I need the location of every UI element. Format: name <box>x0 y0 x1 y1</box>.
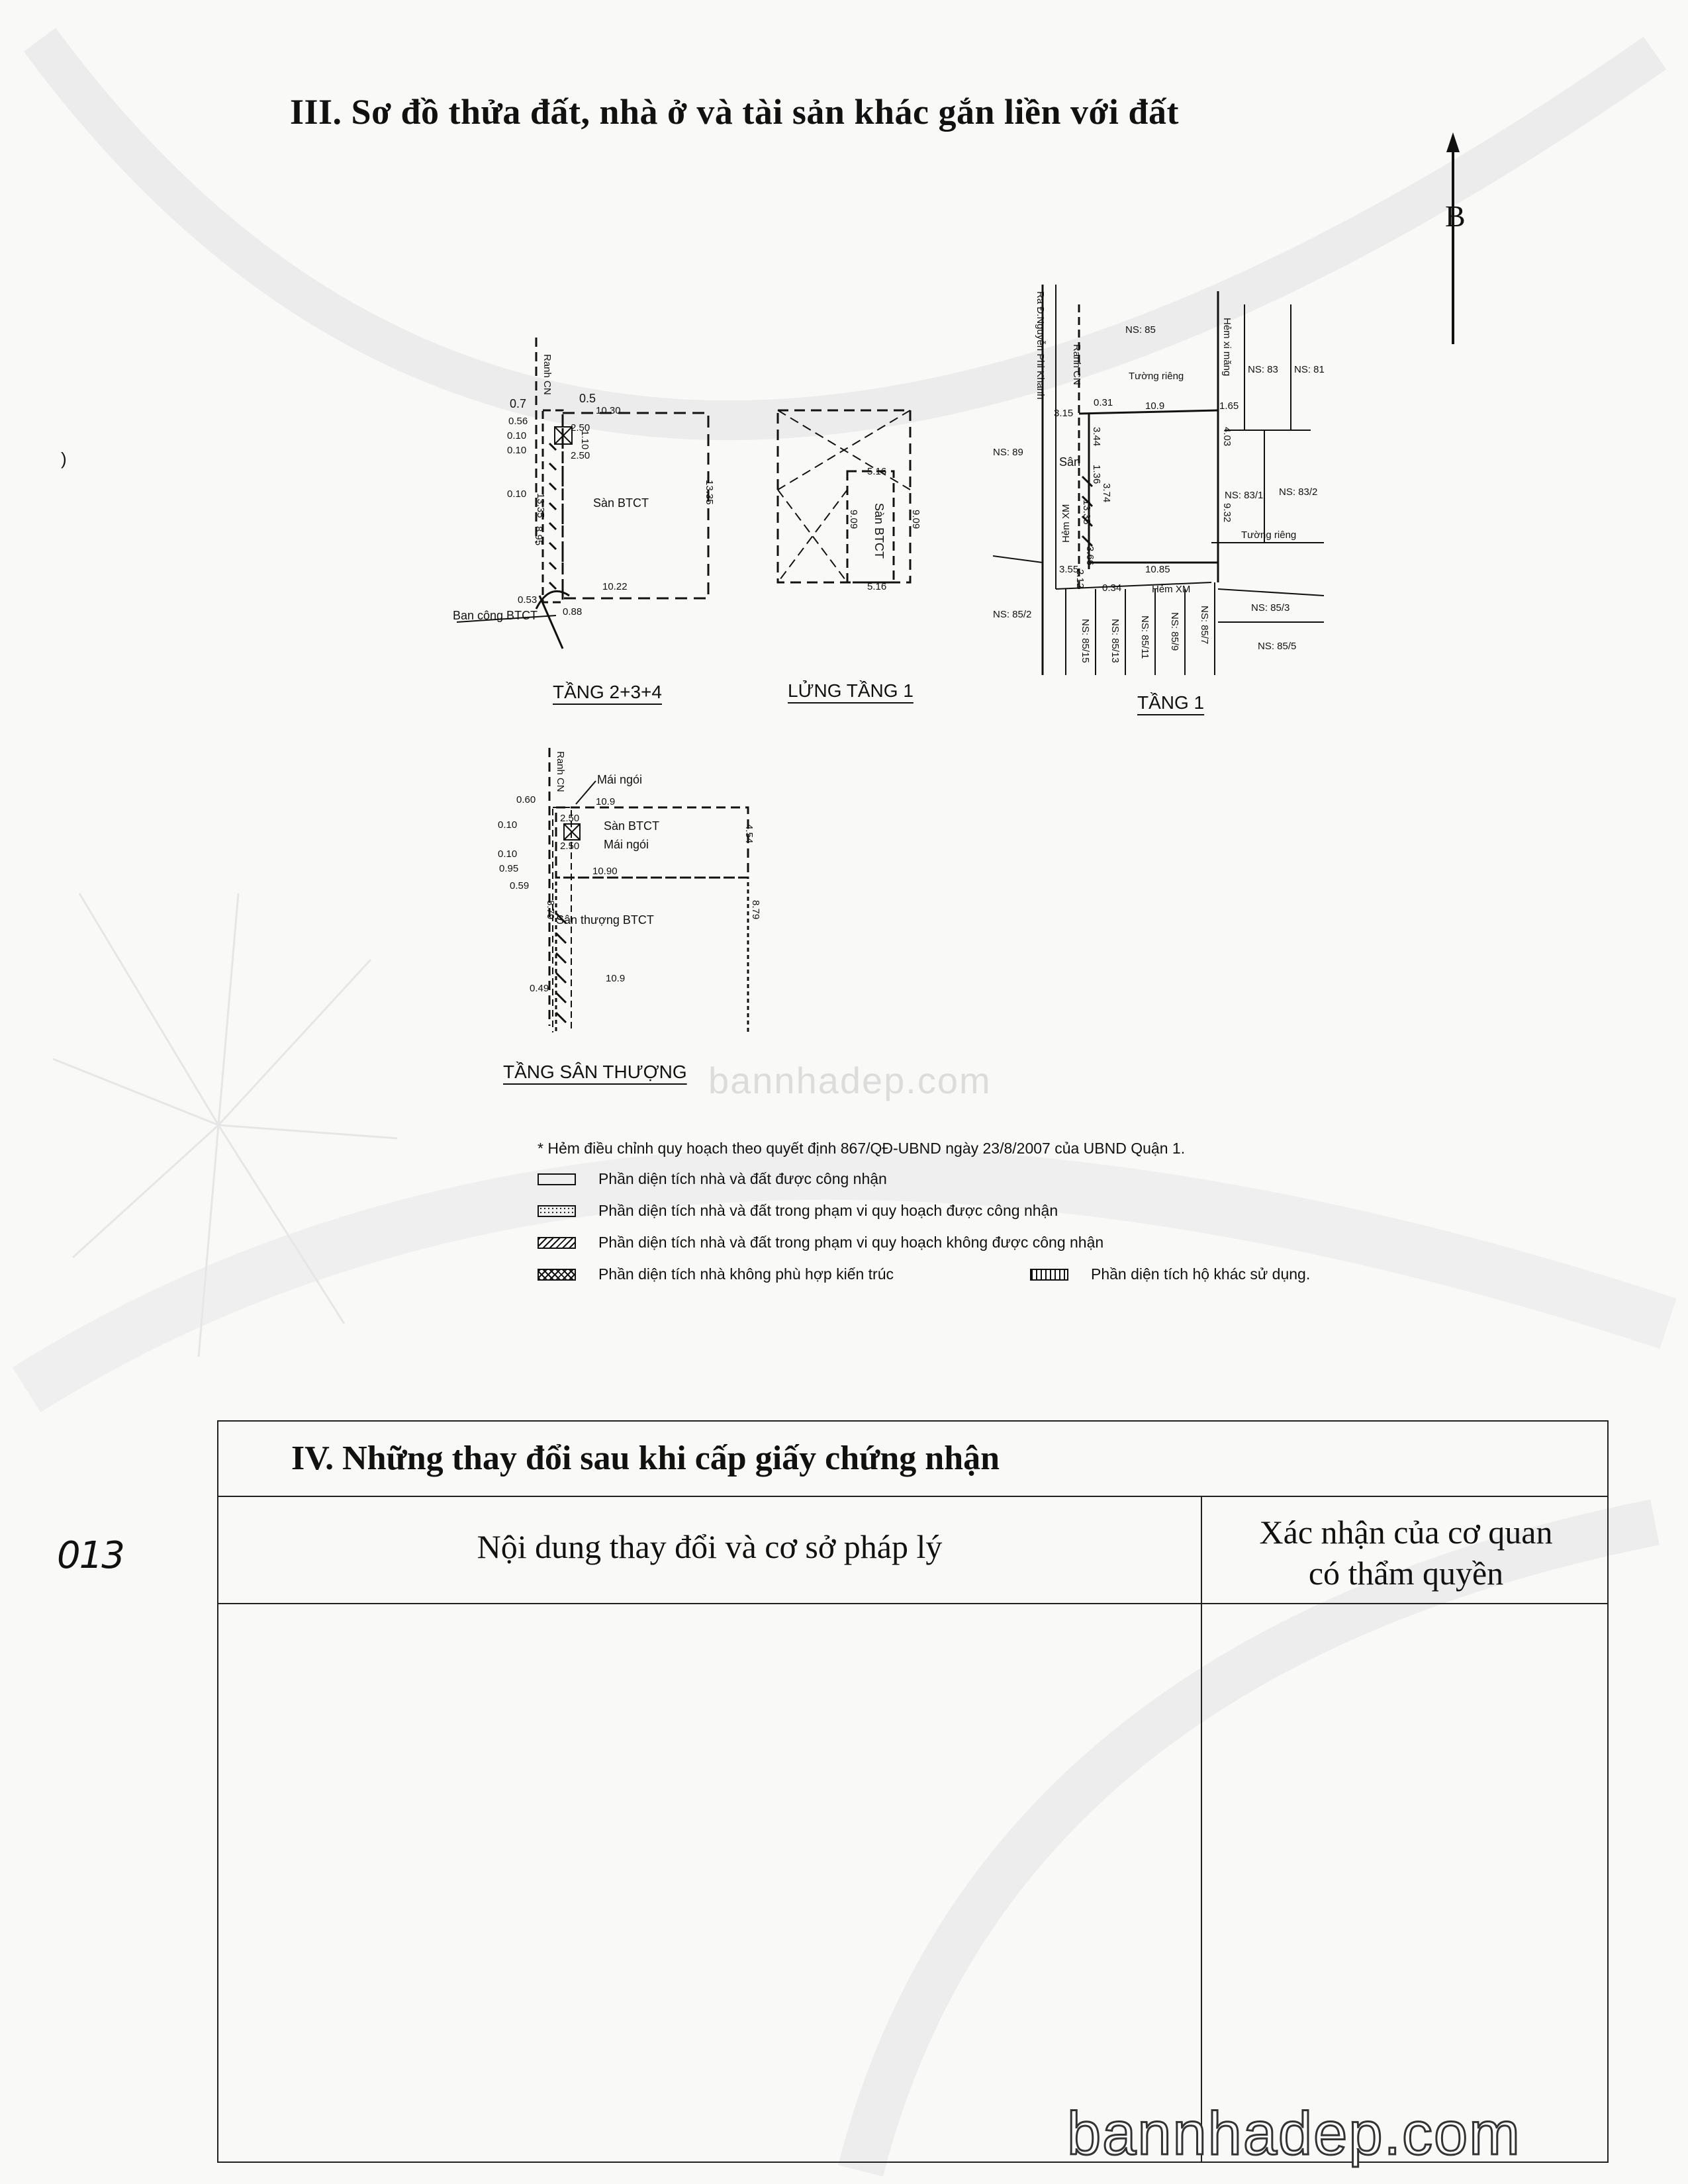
neighbor-label: NS: 89 <box>993 447 1023 458</box>
legend-swatch-dotted <box>538 1205 576 1217</box>
neighbor-label: NS: 85/5 <box>1258 641 1297 652</box>
plan-floor-1 <box>993 278 1337 728</box>
roof-tile-label: Mái ngói <box>597 773 643 786</box>
legend-item <box>1030 1265 1310 1283</box>
section-3-title: III. Sơ đồ thửa đất, nhà ở và tài sản khác gắn liền với đất <box>290 92 1179 132</box>
dim-label: 2.50 <box>560 813 580 824</box>
neighbor-label: NS: 85 <box>1125 324 1156 336</box>
dim-label: 0.10 <box>507 430 527 441</box>
dim-label: 0.10 <box>507 445 527 456</box>
neighbor-label: NS: 83/1 <box>1225 490 1264 501</box>
dim-label: 8.79 <box>750 900 761 920</box>
legend-swatch-hatched <box>538 1237 576 1249</box>
dim-label: 10.22 <box>602 581 628 592</box>
dim-label: 13.35 <box>1081 500 1092 525</box>
dim-label: 10.90 <box>592 866 618 877</box>
dim-label: 0.59 <box>510 880 530 891</box>
neighbor-label: NS: 85/13 <box>1109 619 1121 663</box>
dim-label: 3.66 <box>1084 546 1096 566</box>
section-4-table <box>217 1420 1609 2163</box>
neighbor-label: NS: 85/2 <box>993 609 1032 620</box>
wall-label: Tường riêng <box>1129 371 1184 382</box>
dim-label: 2.50 <box>571 450 590 461</box>
wall-label: Tường riêng <box>1241 529 1297 541</box>
legend-swatch-plain <box>538 1173 576 1185</box>
table-column-divider <box>1201 1496 1202 2161</box>
neighbor-label: NS: 83/2 <box>1279 486 1318 498</box>
north-label: B <box>1445 199 1466 233</box>
legend-swatch-crosshatched <box>538 1269 576 1281</box>
roof-tile-label: Mái ngói <box>604 838 649 851</box>
dim-label: 1.10 <box>579 430 590 450</box>
terrace-label: Sân thượng BTCT <box>556 913 654 927</box>
dim-label: 0.53 <box>518 594 538 606</box>
plan-roof <box>490 741 768 1099</box>
dim-label: 1.65 <box>1219 400 1239 412</box>
legend-item <box>538 1202 1058 1220</box>
dim-label: 10.9 <box>596 796 616 807</box>
dim-label: 9.09 <box>910 510 921 529</box>
watermark-text: bannhadep.com <box>1067 2100 1521 2167</box>
legend-label: Phần diện tích nhà và đất trong phạm vi quy hoạch được công nhận <box>598 1202 1058 1219</box>
dim-label: 0.95 <box>499 863 519 874</box>
dim-label: 13.35 <box>704 480 715 505</box>
legend-label: Phần diện tích nhà không phù hợp kiến trúc <box>598 1265 894 1283</box>
balcony-label: Ban công BTCT <box>453 609 538 622</box>
dim-label: 3.44 <box>1091 427 1102 447</box>
dim-label: 9.32 <box>1221 503 1233 523</box>
column-header-line: Xác nhận của cơ quan <box>1259 1514 1553 1551</box>
dim-label: 13.35 <box>535 493 546 518</box>
north-arrow-icon <box>1443 132 1483 351</box>
neighbor-label: NS: 85/9 <box>1169 612 1180 651</box>
dim-label: 1.36 <box>1091 465 1102 484</box>
dim-label: 8.79 <box>545 900 556 920</box>
legend-item <box>538 1170 887 1188</box>
floor-label: Sàn BTCT <box>872 503 886 559</box>
ranh-label: Ranh CN <box>541 354 553 395</box>
dim-label: 0.10 <box>498 819 518 831</box>
dim-label: 0.60 <box>516 794 536 805</box>
ranh-label: Ranh CN <box>555 751 566 792</box>
legend-label: Phần diện tích hộ khác sử dụng. <box>1091 1265 1311 1283</box>
legend-note: * Hẻm điều chỉnh quy hoạch theo quyết định 867/QĐ-UBND ngày 23/8/2007 của UBND Quận 1. <box>538 1140 1186 1157</box>
dim-label: 2.50 <box>560 841 580 852</box>
plan-caption: LỬNG TẦNG 1 <box>788 680 914 701</box>
dim-label: 10.9 <box>1145 400 1165 412</box>
neighbor-label: NS: 85/11 <box>1139 615 1150 659</box>
neighbor-label: NS: 85/3 <box>1251 602 1290 614</box>
plan-mezzanine <box>768 397 953 708</box>
dim-label: 8.95 <box>533 526 544 546</box>
dim-label: 5.16 <box>867 466 887 477</box>
dim-label: 0.88 <box>563 606 583 617</box>
yard-label: Sân <box>1059 455 1081 469</box>
dim-label: 10.85 <box>1145 564 1170 575</box>
neighbor-label: NS: 81 <box>1294 364 1325 375</box>
plan-mezzanine-drawing <box>768 397 953 596</box>
plan-floor-2-3-4 <box>437 331 715 702</box>
dim-label: 3.15 <box>1054 408 1074 419</box>
table-divider <box>218 1603 1607 1604</box>
neighbor-label: NS: 85/7 <box>1199 606 1210 645</box>
legend-item <box>538 1234 1103 1251</box>
dim-label: 9.09 <box>848 510 859 529</box>
dim-label: 0.10 <box>498 848 518 860</box>
plan-caption: TẦNG SÂN THƯỢNG <box>503 1062 687 1082</box>
faint-watermark: bannhadep.com <box>708 1060 992 1101</box>
column-header-confirmation <box>1202 1512 1610 1594</box>
dim-label: 10.9 <box>606 973 626 984</box>
ranh-label: Ranh CN <box>1071 344 1082 385</box>
road-label: Ra Đ.Nguyễn Phi Khanh <box>1035 291 1046 400</box>
dim-label: 4.54 <box>743 824 755 844</box>
dim-label: 10.30 <box>596 405 621 416</box>
dim-label: 0.10 <box>507 488 527 500</box>
dim-label: 0.7 <box>510 397 527 410</box>
table-divider <box>218 1496 1607 1497</box>
plan-caption: TẦNG 1 <box>1137 692 1205 713</box>
dim-label: 0.34 <box>1102 582 1122 594</box>
dim-label: 3.74 <box>1101 483 1112 503</box>
legend-label: Phần diện tích nhà và đất trong phạm vi quy hoạch không được công nhận <box>598 1234 1104 1251</box>
neighbor-label: NS: 83 <box>1248 364 1278 375</box>
column-header-line: có thẩm quyền <box>1308 1555 1504 1592</box>
dim-label: 0.56 <box>508 416 528 427</box>
alley-label: Hẻm xi măng <box>1221 318 1233 377</box>
dim-label: 2.50 <box>571 422 590 433</box>
plan-caption: TẦNG 2+3+4 <box>553 682 662 702</box>
dim-label: 2.12 <box>1074 569 1086 589</box>
legend-item <box>538 1265 894 1283</box>
floor-label: Sàn BTCT <box>593 496 649 510</box>
dim-label: 0.5 <box>579 392 596 405</box>
handwritten-page-number: 013 <box>57 1534 124 1577</box>
margin-mark: ) <box>61 449 67 469</box>
section-4-title: IV. Những thay đổi sau khi cấp giấy chứng nhận <box>291 1439 1000 1477</box>
legend-swatch-vertical <box>1030 1269 1068 1281</box>
column-header-changes: Nội dung thay đổi và cơ sở pháp lý <box>477 1528 943 1565</box>
neighbor-label: NS: 85/15 <box>1080 619 1091 663</box>
dim-label: 0.31 <box>1094 397 1113 408</box>
dim-label: 0.49 <box>530 983 549 994</box>
dim-label: 3.55 <box>1059 564 1079 575</box>
dim-label: 5.16 <box>867 581 887 592</box>
alley-label: Hẻm XM <box>1060 504 1072 543</box>
legend-label: Phần diện tích nhà và đất được công nhận <box>598 1170 887 1187</box>
alley-label: Hẻm XM <box>1152 584 1191 595</box>
floor-label: Sàn BTCT <box>604 819 660 833</box>
dim-label: 4.03 <box>1221 427 1233 447</box>
